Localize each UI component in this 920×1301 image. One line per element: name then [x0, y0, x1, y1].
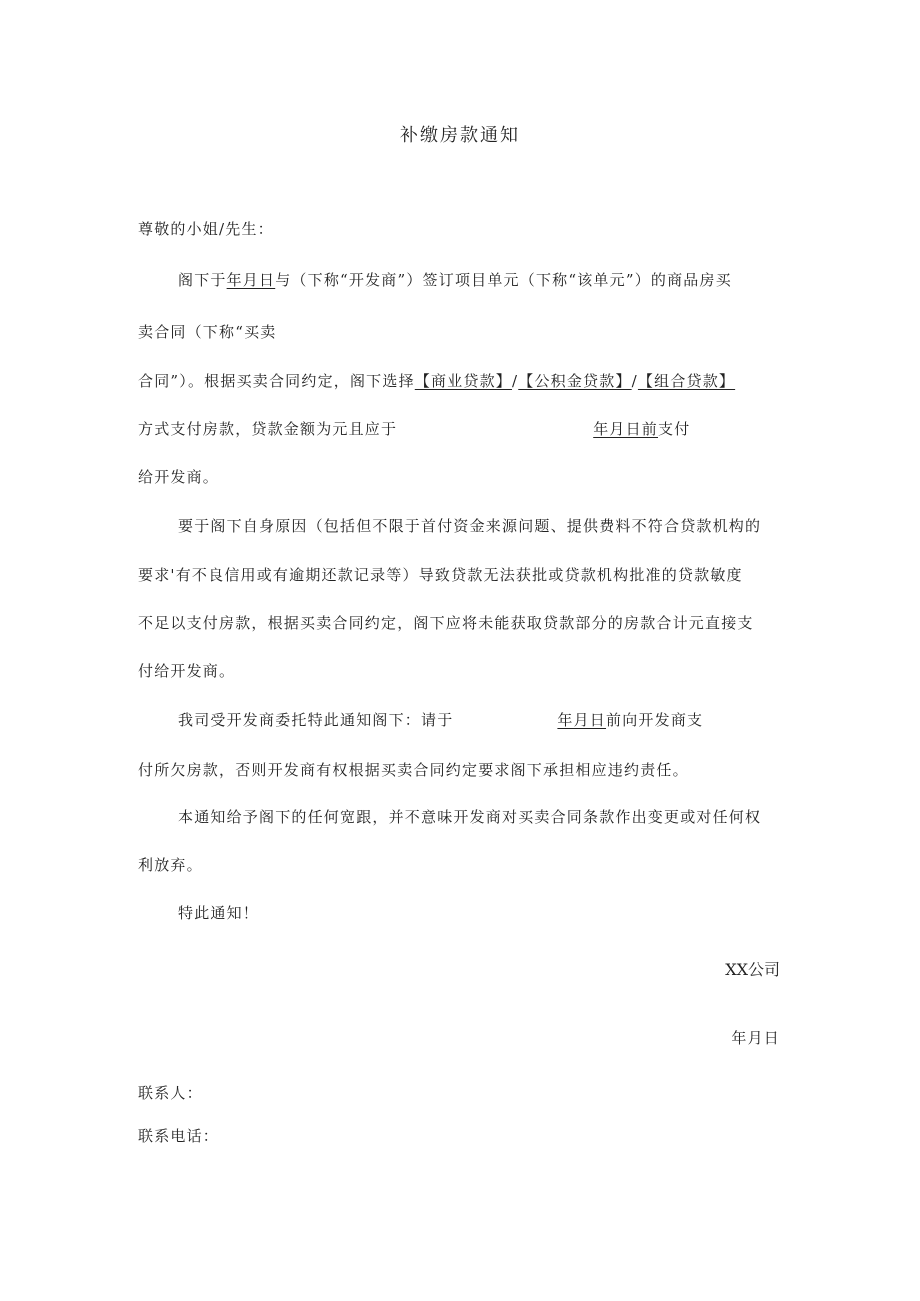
- paragraph-1-line-4: [138, 419, 690, 439]
- paragraph-2-line-3: 不足以支付房款，根据买卖合同约定，阁下应将未能获取贷款部分的房款合计元直接支: [138, 614, 754, 632]
- paragraph-4-line-1: 本通知给予阁下的任何宽跟，并不意味开发商对买卖合同条款作出变更或对任何权: [178, 808, 762, 826]
- paragraph-3-line-2: 付所欠房款，否则开发商有权根据买卖合同约定要求阁下承担相应违约责任。: [138, 761, 689, 779]
- paragraph-1-line-3: [138, 371, 735, 391]
- separator: /: [511, 372, 519, 390]
- contact-phone-label: 联系电话：: [138, 1127, 220, 1145]
- paragraph-1-line-5: 给开发商。: [138, 468, 220, 486]
- closing-text: 特此通知！: [178, 904, 260, 922]
- paragraph-2-line-4: 付给开发商。: [138, 662, 236, 680]
- p1-text-b: 与（下称“开发商”）签订项目单元（下称“该单元”）的商品房买: [275, 271, 732, 289]
- company-name: XX公司: [725, 960, 780, 979]
- p1-text-e: 方式支付房款，贷款金额为元且应于: [138, 420, 398, 438]
- option-provident-fund-loan: 【公积金贷款】: [518, 372, 632, 390]
- p1-text-d: 合同”）。根据买卖合同约定，阁下选择: [138, 372, 415, 390]
- p1-contract-date: 年月日: [226, 271, 276, 289]
- contact-person-label: 联系人：: [138, 1084, 203, 1102]
- p1-payment-deadline: 年月日前: [593, 420, 659, 438]
- separator: /: [631, 372, 638, 390]
- p1-text-f: 支付: [658, 420, 691, 438]
- option-combined-loan: 【组合贷款】: [637, 372, 736, 390]
- paragraph-2-line-2: 要求'有不良信用或有逾期还款记录等）导致贷款无法获批或贷款机构批准的贷款敏度: [138, 566, 743, 584]
- p3-deadline-date: 年月日: [557, 711, 607, 729]
- salutation: 尊敬的小姐/先生：: [138, 220, 274, 238]
- p3-text-b: 前向开发商支: [606, 711, 704, 729]
- paragraph-1-line-1: [178, 270, 732, 290]
- paragraph-4-line-2: 利放弃。: [138, 856, 203, 874]
- page-title: 补缴房款通知: [400, 125, 520, 146]
- paragraph-2-line-1: 要于阁下自身原因（包括但不限于首付资金来源问题、提供费料不符合贷款机构的: [178, 517, 762, 535]
- option-commercial-loan: 【商业贷款】: [414, 372, 512, 390]
- signature-date: 年月日: [731, 1029, 780, 1047]
- paragraph-1-line-2: 卖合同（下称“买卖: [138, 323, 277, 341]
- paragraph-3-line-1: [178, 710, 703, 730]
- p3-text-a: 我司受开发商委托特此通知阁下：请于: [178, 711, 454, 729]
- p1-text-a: 阁下于: [178, 271, 227, 289]
